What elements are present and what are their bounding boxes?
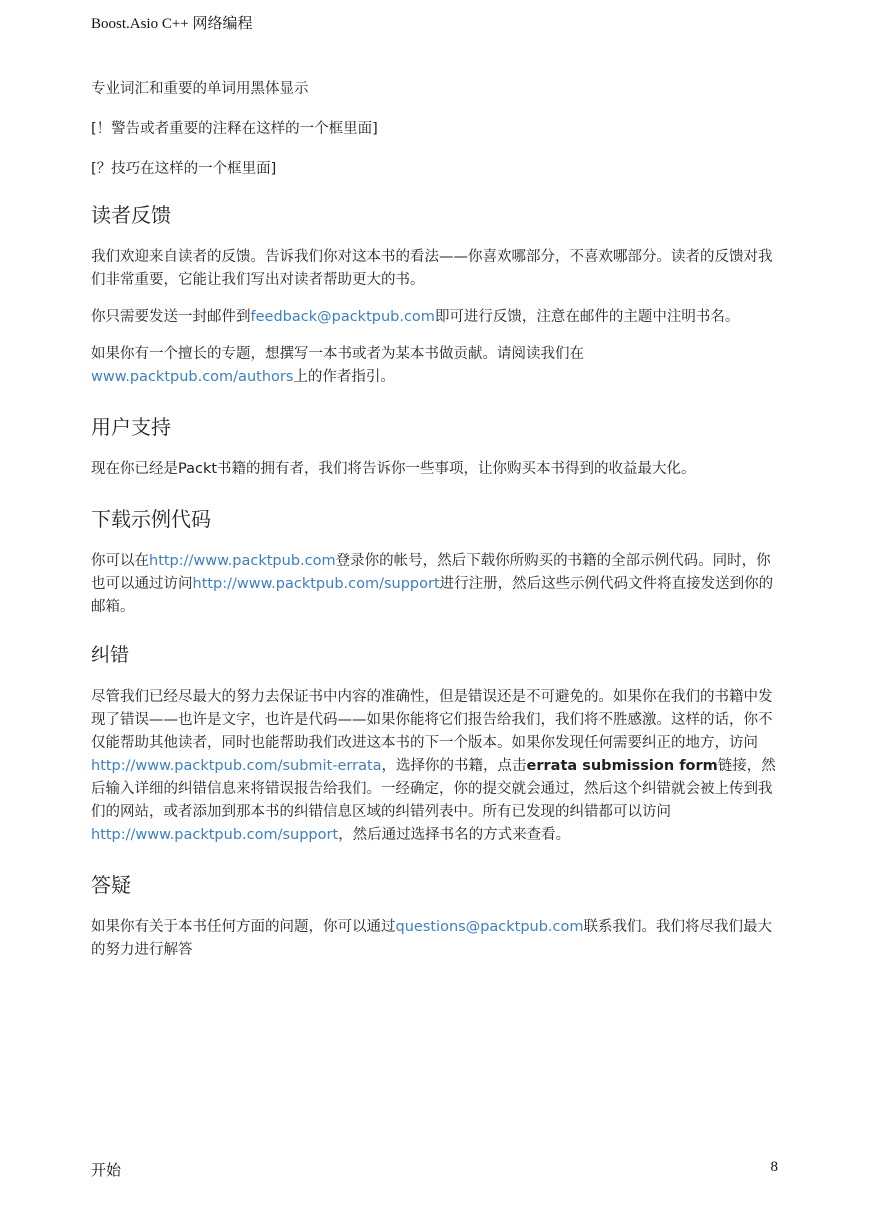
support-link[interactable]: http://www.packtpub.com/support xyxy=(192,576,440,592)
heading-reader-feedback: 读者反馈 xyxy=(91,203,171,227)
download-text-b: 登录你的帐号，然后下载你所购买的书籍的全部示例代码。同时，你也可以通过访问 xyxy=(91,553,771,592)
convention-warning-note: [！警告或者重要的注释在这样的一个框里面] xyxy=(91,121,378,137)
errata-paragraph xyxy=(91,686,781,847)
heading-customer-support: 用户支持 xyxy=(91,415,171,439)
feedback-paragraph-2 xyxy=(91,306,781,329)
feedback-p3-text-a: 如果你有一个擅长的专题，想撰写一本书或者为某本书做贡献。请阅读我们在 xyxy=(91,346,584,362)
convention-bold-note: 专业词汇和重要的单词用黑体显示 xyxy=(91,81,309,97)
convention-tip-note: [？技巧在这样的一个框里面] xyxy=(91,161,277,177)
feedback-p2-text-b: 即可进行反馈，注意在邮件的主题中注明书名。 xyxy=(434,309,740,325)
errata-form-bold: errata submission form xyxy=(526,758,718,774)
page-number: 8 xyxy=(770,1159,778,1175)
feedback-email-link[interactable]: feedback@packtpub.com xyxy=(250,309,435,325)
download-text-a: 你可以在 xyxy=(91,553,149,569)
heading-errata: 纠错 xyxy=(91,644,130,666)
feedback-paragraph-1: 我们欢迎来自读者的反馈。告诉我们你对这本书的看法——你喜欢哪部分，不喜欢哪部分。读者的反馈对我们非常重要，它能让我们写出对读者帮助更大的书。 xyxy=(91,249,773,288)
errata-text-c: 链接，然后输入详细的纠错信息来将错误报告给我们。一经确定，你的提交就会通过，然后这个纠错就会被上传到我们的网站，或者添加到那本书的纠错信息区域的纠错列表中。所有已发现的纠错都可以访问 xyxy=(91,758,776,820)
footer-section-label: 开始 xyxy=(91,1163,122,1179)
feedback-paragraph-3 xyxy=(91,343,781,389)
questions-text-b: 联系我们。我们将尽我们最大的努力进行解答 xyxy=(91,919,773,958)
errata-support-link[interactable]: http://www.packtpub.com/support xyxy=(91,827,339,843)
errata-text-d: ，然后通过选择书名的方式来查看。 xyxy=(338,827,571,843)
authors-link[interactable]: www.packtpub.com/authors xyxy=(91,369,294,385)
page-content xyxy=(91,78,781,976)
questions-text-a: 如果你有关于本书任何方面的问题，你可以通过 xyxy=(91,919,396,935)
errata-text-a: 尽管我们已经尽最大的努力去保证书中内容的准确性，但是错误还是不可避免的。如果你在我们的书籍中发现了错误——也许是文字，也许是代码——如果你能将它们报告给我们，我们将不胜感激。这样的话，你不仅能帮助其他读者，同时也能帮助我们改进这本书的下一个版本。如果你发现任何需要纠正的地方，访问 xyxy=(91,689,773,751)
heading-questions: 答疑 xyxy=(91,873,131,897)
feedback-p2-text-a: 你只需要发送一封邮件到 xyxy=(91,309,251,325)
running-header: Boost.Asio C++ 网络编程 xyxy=(91,16,253,32)
heading-download-code: 下载示例代码 xyxy=(91,507,211,531)
support-paragraph: 现在你已经是Packt书籍的拥有者，我们将告诉你一些事项，让你购买本书得到的收益最大化。 xyxy=(91,461,696,477)
errata-text-b: ，选择你的书籍，点击 xyxy=(381,758,527,774)
questions-email-link[interactable]: questions@packtpub.com xyxy=(395,919,584,935)
feedback-p3-text-b: 上的作者指引。 xyxy=(293,369,395,385)
download-paragraph xyxy=(91,550,781,619)
packtpub-home-link[interactable]: http://www.packtpub.com xyxy=(149,553,336,569)
download-text-c: 进行注册，然后这些示例代码文件将直接发送到你的邮箱。 xyxy=(91,576,774,615)
questions-paragraph xyxy=(91,916,781,962)
submit-errata-link[interactable]: http://www.packtpub.com/submit-errata xyxy=(91,758,382,774)
